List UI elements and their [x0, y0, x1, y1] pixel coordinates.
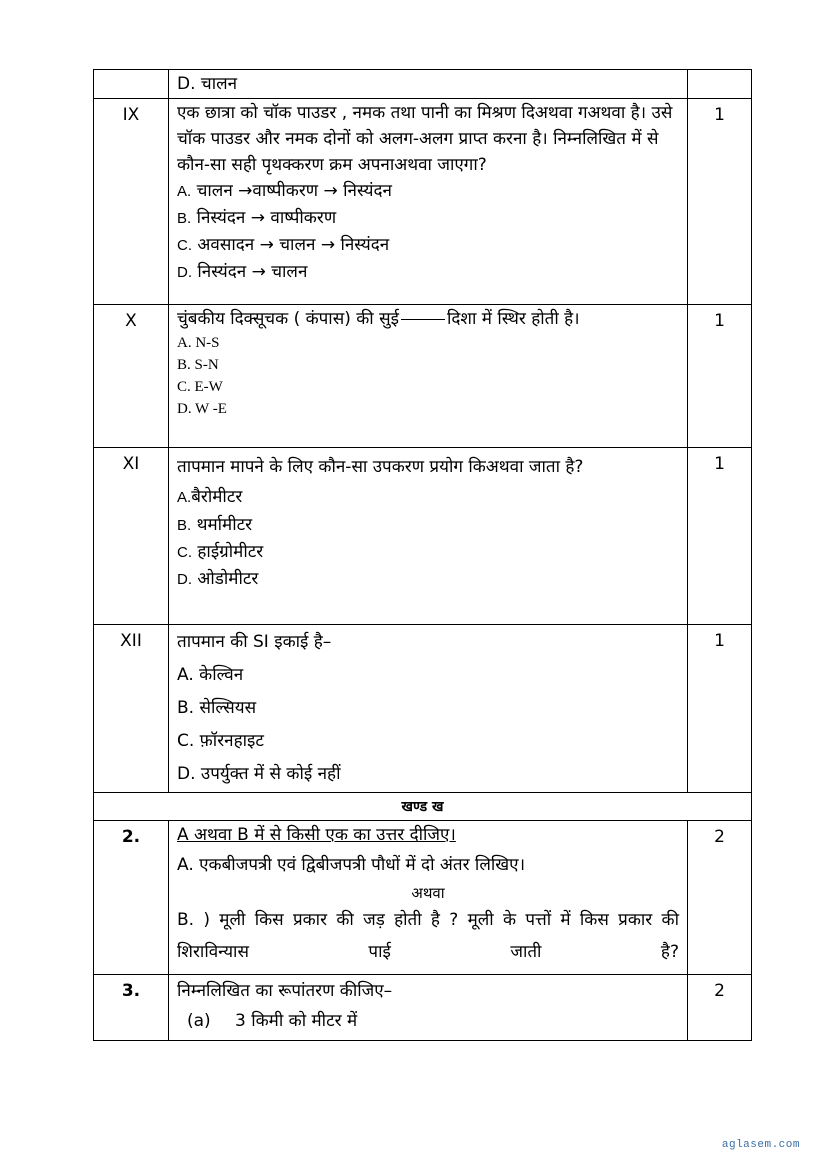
question-cell — [169, 70, 688, 99]
question-number: 2. — [94, 821, 169, 975]
option-b: B. थर्मामीटर — [177, 515, 253, 535]
option-a: A.बैरोमीटर — [177, 487, 243, 507]
table-row — [94, 821, 752, 975]
sub-question: (a) 3 किमी को मीटर में — [187, 1011, 358, 1031]
option-c: C. फ़ॉरनहाइट — [177, 731, 264, 751]
instruction: निम्नलिखित का रूपांतरण कीजिए– — [177, 981, 393, 1001]
question-text: एक छात्रा को चॉक पाउडर , नमक तथा पानी का मिश्रण दिअथवा गअथवा है। उसे चॉक पाउडर और नमक दोनों को अलग-अलग प्राप्त करना है। निम्नलिखित में से कौन-सा सही पृथक्करण क्रम अपनाअथवा जाएगा? — [177, 103, 673, 175]
question-number: XII — [94, 625, 169, 793]
instruction: A अथवा B में से किसी एक का उत्तर दीजिए। — [177, 825, 456, 845]
marks: 1 — [688, 305, 752, 448]
question-number: XI — [94, 448, 169, 625]
marks: 2 — [688, 821, 752, 975]
table-row — [94, 448, 752, 625]
option-c: C. E-W — [177, 379, 223, 395]
table-row — [94, 305, 752, 448]
question-number-cell — [94, 70, 169, 99]
question-number: 3. — [94, 975, 169, 1041]
option-a: A. N-S — [177, 335, 220, 351]
option-d: D. ओडोमीटर — [177, 569, 259, 589]
question-text: चुंबकीय दिक्सूचक ( कंपास) की सुई दिशा में स्थिर होती है। — [177, 309, 580, 329]
table-row — [94, 975, 752, 1041]
or-separator: अथवा — [411, 884, 445, 902]
marks: 1 — [688, 625, 752, 793]
table-row — [94, 625, 752, 793]
question-cell — [169, 625, 688, 793]
option-b: B. निस्यंदन → वाष्पीकरण — [177, 208, 337, 228]
option-c: C. हाईग्रोमीटर — [177, 542, 264, 562]
marks: 2 — [688, 975, 752, 1041]
question-table — [93, 69, 752, 1041]
option-line: D. चालन — [177, 74, 238, 94]
table-row — [94, 99, 752, 305]
question-cell — [169, 448, 688, 625]
marks: 1 — [688, 99, 752, 305]
question-cell — [169, 99, 688, 305]
question-cell — [169, 305, 688, 448]
section-title: खण्ड ख — [94, 793, 752, 821]
marks: 1 — [688, 448, 752, 625]
marks-cell — [688, 70, 752, 99]
option-b: B. S-N — [177, 357, 219, 373]
option-a: A. चालन →वाष्पीकरण → निस्यंदन — [177, 181, 392, 201]
option-c: C. अवसादन → चालन → निस्यंदन — [177, 235, 390, 255]
watermark: aglasem.com — [721, 1139, 800, 1151]
question-cell — [169, 821, 688, 975]
option-b: B. ) मूली किस प्रकार की जड़ होती है ? मूली के पत्तों में किस प्रकार की शिराविन्यास पाई जाती है? — [177, 910, 679, 962]
question-number: IX — [94, 99, 169, 305]
question-text: तापमान की SI इकाई है– — [177, 632, 332, 652]
option-d: D. W -E — [177, 401, 227, 417]
option-a: A. केल्विन — [177, 665, 244, 685]
question-text: तापमान मापने के लिए कौन-सा उपकरण प्रयोग किअथवा जाता है? — [177, 457, 584, 477]
question-number: X — [94, 305, 169, 448]
option-d: D. निस्यंदन → चालन — [177, 262, 308, 282]
option-a: A. एकबीजपत्री एवं द्विबीजपत्री पौधों में दो अंतर लिखिए। — [177, 855, 526, 875]
table-row — [94, 70, 752, 99]
question-cell — [169, 975, 688, 1041]
fill-blank — [401, 318, 445, 320]
section-header-row — [94, 793, 752, 821]
option-b: B. सेल्सियस — [177, 698, 257, 718]
option-d: D. उपर्युक्त में से कोई नहीं — [177, 764, 341, 784]
